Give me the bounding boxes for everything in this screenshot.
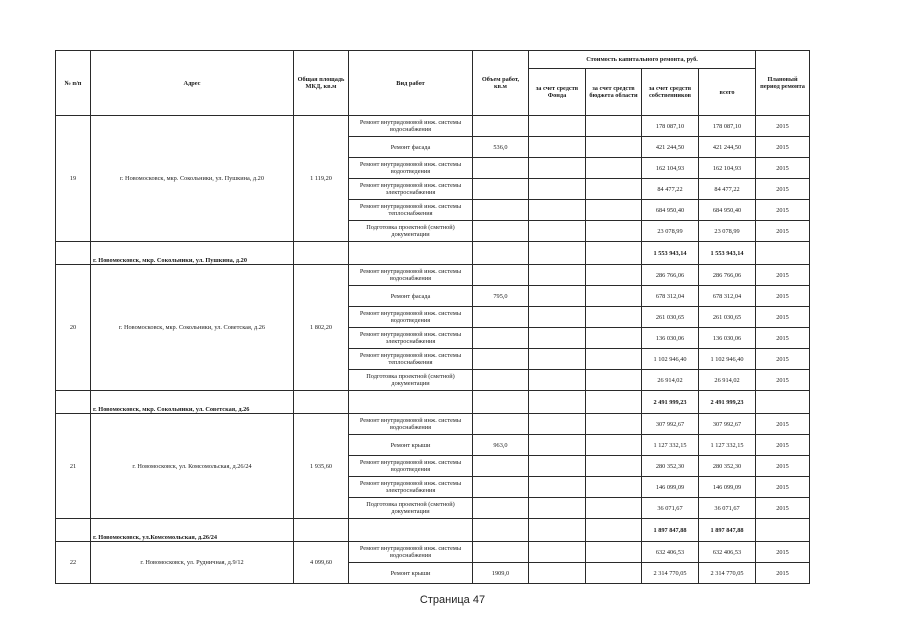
work-type: Ремонт внутридомовой инж. системы водоснабжения (349, 116, 473, 137)
header-cost-group: Стоимость капитального ремонта, руб. (529, 51, 756, 69)
repair-period: 2015 (756, 456, 810, 477)
owners-cost: 307 992,67 (642, 414, 699, 435)
fund-cost (529, 137, 586, 158)
region-budget-cost (586, 370, 642, 391)
fund-cost (529, 116, 586, 137)
total-cost: 36 071,67 (699, 498, 756, 519)
fund-cost (529, 221, 586, 242)
fund-cost (529, 456, 586, 477)
region-budget-cost (586, 307, 642, 328)
region-budget-cost (586, 456, 642, 477)
repair-period: 2015 (756, 435, 810, 456)
work-volume (473, 179, 529, 200)
work-type: Подготовка проектной (сметной) документации (349, 221, 473, 242)
house-area: 1 802,20 (294, 265, 349, 391)
region-budget-cost (586, 286, 642, 307)
subtotal-fund (529, 519, 586, 542)
header-owners: за счет средств собственников (642, 69, 699, 116)
owners-cost: 286 766,06 (642, 265, 699, 286)
work-type: Ремонт внутридомовой инж. системы теплоснабжения (349, 349, 473, 370)
region-budget-cost (586, 158, 642, 179)
work-type: Ремонт внутридомовой инж. системы водоотведения (349, 456, 473, 477)
work-type: Подготовка проектной (сметной) документации (349, 370, 473, 391)
work-volume (473, 307, 529, 328)
fund-cost (529, 328, 586, 349)
region-budget-cost (586, 435, 642, 456)
table-row (56, 265, 810, 286)
owners-cost: 146 099,09 (642, 477, 699, 498)
work-type: Ремонт крыши (349, 563, 473, 584)
fund-cost (529, 349, 586, 370)
total-cost: 286 766,06 (699, 265, 756, 286)
work-volume (473, 477, 529, 498)
subtotal-total: 1 897 847,88 (699, 519, 756, 542)
subtotal-row (56, 391, 810, 414)
subtotal-total: 1 553 943,14 (699, 242, 756, 265)
owners-cost: 684 950,40 (642, 200, 699, 221)
total-cost: 307 992,67 (699, 414, 756, 435)
region-budget-cost (586, 542, 642, 563)
total-cost: 84 477,22 (699, 179, 756, 200)
work-volume (473, 265, 529, 286)
house-address: г. Новомосковск, мкр. Сокольники, ул. Советская, д.26 (91, 265, 294, 391)
header-volume: Объем работ, кв.м (473, 51, 529, 116)
subtotal-owners: 1 897 847,88 (642, 519, 699, 542)
row-number: 20 (56, 265, 91, 391)
row-number: 21 (56, 414, 91, 519)
subtotal-num (56, 391, 91, 414)
repair-period: 2015 (756, 414, 810, 435)
subtotal-fund (529, 391, 586, 414)
fund-cost (529, 498, 586, 519)
owners-cost: 632 406,53 (642, 542, 699, 563)
total-cost: 146 099,09 (699, 477, 756, 498)
subtotal-fund (529, 242, 586, 265)
subtotal-num (56, 519, 91, 542)
subtotal-period (756, 242, 810, 265)
work-volume: 1909,0 (473, 563, 529, 584)
header-work-type: Вид работ (349, 51, 473, 116)
region-budget-cost (586, 137, 642, 158)
repair-period: 2015 (756, 349, 810, 370)
work-volume: 795,0 (473, 286, 529, 307)
header-address: Адрес (91, 51, 294, 116)
header-area: Общая площадь МКД, кв.м (294, 51, 349, 116)
repair-period: 2015 (756, 370, 810, 391)
total-cost: 23 078,99 (699, 221, 756, 242)
house-area: 4 099,60 (294, 542, 349, 584)
header-region-budget: за счет средств бюджета области (586, 69, 642, 116)
total-cost: 26 914,02 (699, 370, 756, 391)
work-type: Ремонт внутридомовой инж. системы водоснабжения (349, 542, 473, 563)
region-budget-cost (586, 349, 642, 370)
subtotal-area (294, 519, 349, 542)
total-cost: 678 312,04 (699, 286, 756, 307)
fund-cost (529, 265, 586, 286)
row-number: 22 (56, 542, 91, 584)
region-budget-cost (586, 414, 642, 435)
owners-cost: 2 314 770,05 (642, 563, 699, 584)
total-cost: 162 104,93 (699, 158, 756, 179)
owners-cost: 162 104,93 (642, 158, 699, 179)
work-type: Ремонт внутридомовой инж. системы электроснабжения (349, 477, 473, 498)
repair-period: 2015 (756, 328, 810, 349)
subtotal-owners: 2 491 999,23 (642, 391, 699, 414)
subtotal-address: г. Новомосковск, ул.Комсомольская, д.26/24 (91, 519, 294, 542)
total-cost: 1 102 946,40 (699, 349, 756, 370)
work-type: Ремонт внутридомовой инж. системы электроснабжения (349, 328, 473, 349)
repair-period: 2015 (756, 200, 810, 221)
work-type: Подготовка проектной (сметной) документации (349, 498, 473, 519)
house-address: г. Новомосковск, ул. Комсомольская, д.26/24 (91, 414, 294, 519)
work-volume (473, 542, 529, 563)
owners-cost: 1 102 946,40 (642, 349, 699, 370)
subtotal-work-type (349, 519, 473, 542)
work-volume: 963,0 (473, 435, 529, 456)
fund-cost (529, 200, 586, 221)
total-cost: 1 127 332,15 (699, 435, 756, 456)
work-type: Ремонт внутридомовой инж. системы водоотведения (349, 307, 473, 328)
subtotal-work-type (349, 242, 473, 265)
subtotal-region-budget (586, 519, 642, 542)
total-cost: 136 030,06 (699, 328, 756, 349)
owners-cost: 678 312,04 (642, 286, 699, 307)
table-row (56, 542, 810, 563)
subtotal-total: 2 491 999,23 (699, 391, 756, 414)
subtotal-region-budget (586, 242, 642, 265)
house-area: 1 935,60 (294, 414, 349, 519)
total-cost: 280 352,30 (699, 456, 756, 477)
owners-cost: 421 244,50 (642, 137, 699, 158)
work-volume: 536,0 (473, 137, 529, 158)
fund-cost (529, 435, 586, 456)
repair-period: 2015 (756, 563, 810, 584)
work-volume (473, 200, 529, 221)
fund-cost (529, 286, 586, 307)
region-budget-cost (586, 563, 642, 584)
header-period: Плановый период ремонта (756, 51, 810, 116)
repair-period: 2015 (756, 179, 810, 200)
fund-cost (529, 179, 586, 200)
work-type: Ремонт крыши (349, 435, 473, 456)
subtotal-region-budget (586, 391, 642, 414)
work-volume (473, 328, 529, 349)
subtotal-area (294, 242, 349, 265)
owners-cost: 280 352,30 (642, 456, 699, 477)
owners-cost: 23 078,99 (642, 221, 699, 242)
subtotal-address: г. Новомосковск, мкр. Сокольники, ул. Советская, д.26 (91, 391, 294, 414)
total-cost: 632 406,53 (699, 542, 756, 563)
repair-period: 2015 (756, 116, 810, 137)
repair-period: 2015 (756, 221, 810, 242)
fund-cost (529, 563, 586, 584)
region-budget-cost (586, 221, 642, 242)
owners-cost: 136 030,06 (642, 328, 699, 349)
work-volume (473, 158, 529, 179)
region-budget-cost (586, 179, 642, 200)
owners-cost: 84 477,22 (642, 179, 699, 200)
capital-repair-table (55, 50, 810, 584)
house-address: г. Новомосковск, мкр. Сокольники, ул. Пушкина, д.20 (91, 116, 294, 242)
owners-cost: 36 071,67 (642, 498, 699, 519)
repair-period: 2015 (756, 477, 810, 498)
repair-period: 2015 (756, 542, 810, 563)
work-type: Ремонт внутридомовой инж. системы водоснабжения (349, 265, 473, 286)
subtotal-volume (473, 391, 529, 414)
subtotal-period (756, 391, 810, 414)
repair-period: 2015 (756, 158, 810, 179)
total-cost: 178 087,10 (699, 116, 756, 137)
subtotal-period (756, 519, 810, 542)
subtotal-row (56, 519, 810, 542)
total-cost: 684 950,40 (699, 200, 756, 221)
header-num: № п/п (56, 51, 91, 116)
region-budget-cost (586, 498, 642, 519)
work-volume (473, 498, 529, 519)
total-cost: 261 030,65 (699, 307, 756, 328)
owners-cost: 178 087,10 (642, 116, 699, 137)
fund-cost (529, 307, 586, 328)
work-type: Ремонт фасада (349, 137, 473, 158)
house-address: г. Новомосковск, ул. Рудничная, д.9/12 (91, 542, 294, 584)
subtotal-address: г. Новомосковск, мкр. Сокольники, ул. Пушкина, д.20 (91, 242, 294, 265)
subtotal-volume (473, 242, 529, 265)
subtotal-row (56, 242, 810, 265)
subtotal-work-type (349, 391, 473, 414)
repair-period: 2015 (756, 286, 810, 307)
region-budget-cost (586, 200, 642, 221)
owners-cost: 1 127 332,15 (642, 435, 699, 456)
house-area: 1 119,20 (294, 116, 349, 242)
work-type: Ремонт внутридомовой инж. системы теплоснабжения (349, 200, 473, 221)
header-fund: за счет средств Фонда (529, 69, 586, 116)
subtotal-num (56, 242, 91, 265)
work-type: Ремонт фасада (349, 286, 473, 307)
owners-cost: 26 914,02 (642, 370, 699, 391)
region-budget-cost (586, 265, 642, 286)
total-cost: 421 244,50 (699, 137, 756, 158)
row-number: 19 (56, 116, 91, 242)
work-type: Ремонт внутридомовой инж. системы электроснабжения (349, 179, 473, 200)
work-volume (473, 221, 529, 242)
repair-period: 2015 (756, 137, 810, 158)
repair-period: 2015 (756, 265, 810, 286)
table-row (56, 116, 810, 137)
region-budget-cost (586, 328, 642, 349)
region-budget-cost (586, 477, 642, 498)
work-type: Ремонт внутридомовой инж. системы водоотведения (349, 158, 473, 179)
work-type: Ремонт внутридомовой инж. системы водоснабжения (349, 414, 473, 435)
subtotal-owners: 1 553 943,14 (642, 242, 699, 265)
work-volume (473, 414, 529, 435)
subtotal-area (294, 391, 349, 414)
repair-period: 2015 (756, 307, 810, 328)
work-volume (473, 370, 529, 391)
table-body (56, 116, 810, 584)
work-volume (473, 116, 529, 137)
table-row (56, 414, 810, 435)
region-budget-cost (586, 116, 642, 137)
header-total: всего (699, 69, 756, 116)
fund-cost (529, 370, 586, 391)
page-footer: Страница 47 (419, 594, 486, 606)
subtotal-volume (473, 519, 529, 542)
owners-cost: 261 030,65 (642, 307, 699, 328)
work-volume (473, 349, 529, 370)
fund-cost (529, 414, 586, 435)
fund-cost (529, 477, 586, 498)
work-volume (473, 456, 529, 477)
repair-period: 2015 (756, 498, 810, 519)
fund-cost (529, 542, 586, 563)
total-cost: 2 314 770,05 (699, 563, 756, 584)
fund-cost (529, 158, 586, 179)
